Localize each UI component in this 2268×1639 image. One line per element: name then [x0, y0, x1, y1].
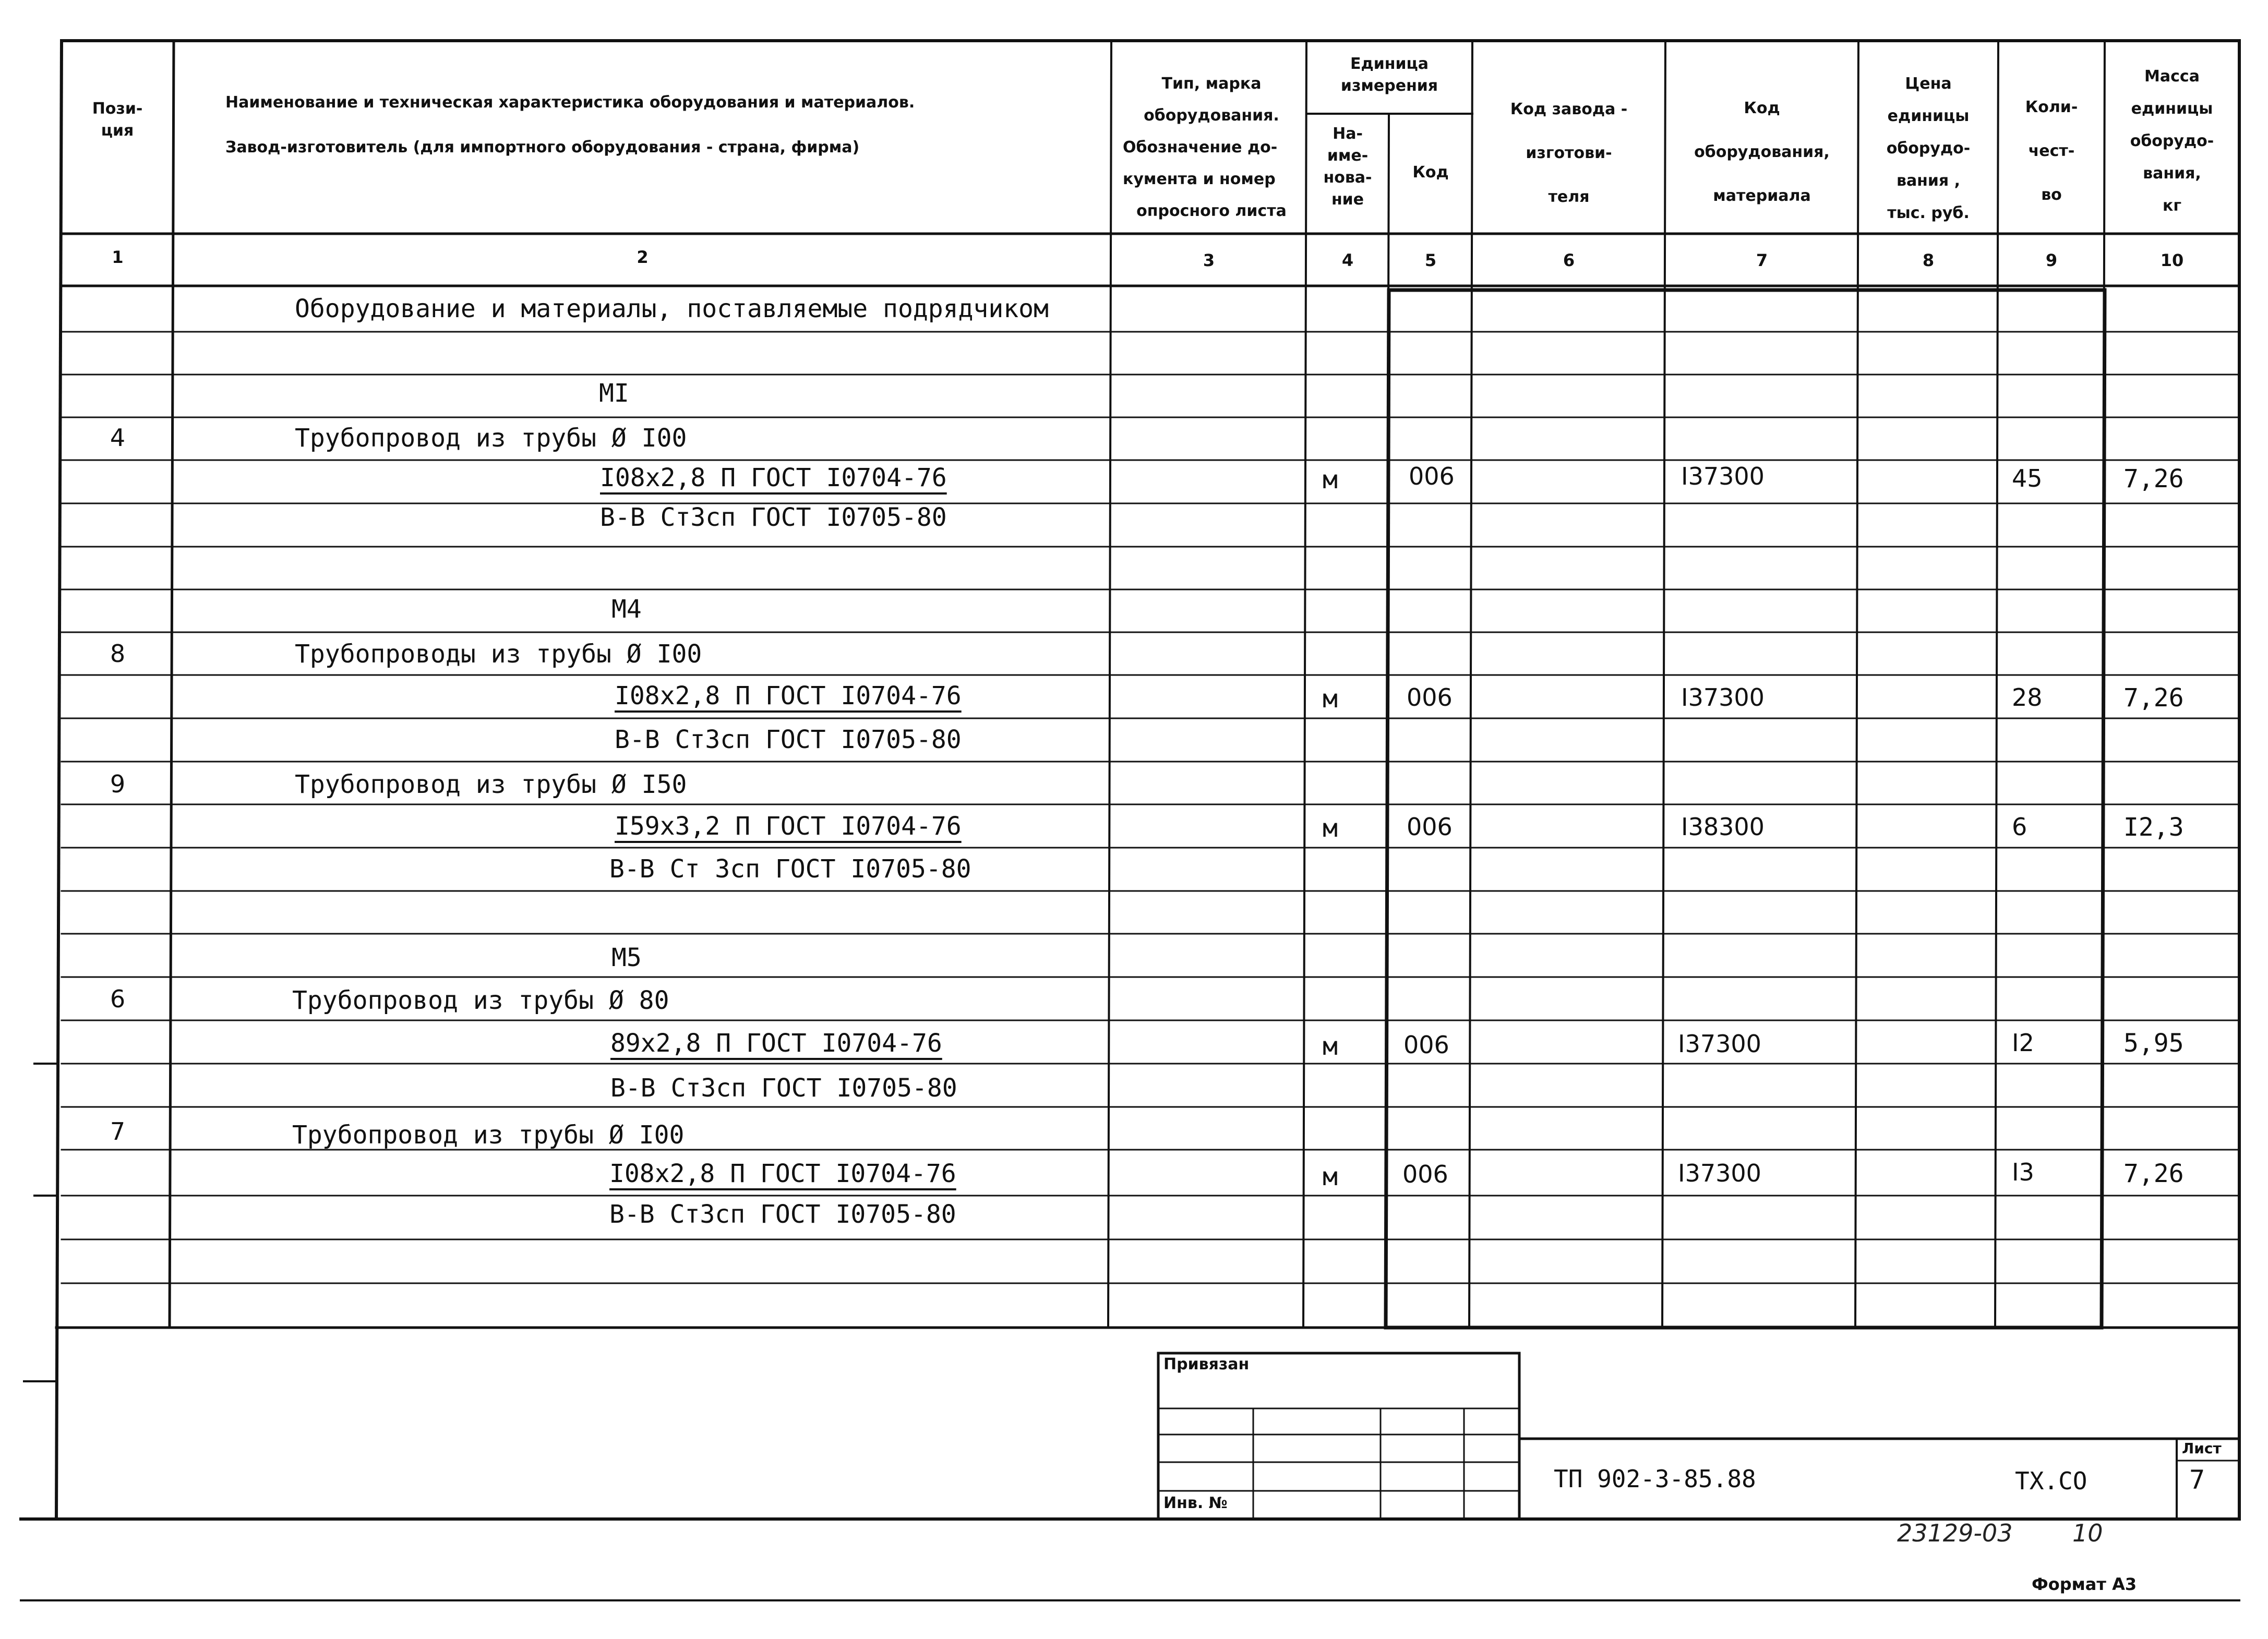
column-number-6: 6 — [1563, 250, 1575, 270]
row-quantity: 45 — [2012, 464, 2043, 492]
row-mass: 7,26 — [2123, 1159, 2184, 1188]
header-unit-name: На- име- нова- ние — [1323, 125, 1372, 209]
stamp-sheet-label: Лист — [2182, 1440, 2222, 1457]
row-pipe-spec: 89x2,8 П ГОСТ I0704-76 — [610, 1029, 942, 1058]
header-quantity: Коли- чест- во — [2025, 98, 2078, 204]
stamp-inventory-label: Инв. № — [1163, 1494, 1228, 1512]
row-mass: 5,95 — [2123, 1029, 2184, 1058]
group-label-m4: M4 — [611, 595, 642, 624]
row-position: 8 — [110, 640, 126, 668]
stamp-sheet-number: 7 — [2189, 1465, 2205, 1495]
row-position: 4 — [110, 424, 126, 452]
row-unit: м — [1323, 814, 1338, 843]
row-position: 7 — [110, 1117, 126, 1146]
column-number-9: 9 — [2045, 250, 2058, 270]
group-label-m1: MI — [599, 379, 629, 408]
column-number-5: 5 — [1424, 250, 1437, 270]
row-material-code: I37300 — [1681, 462, 1765, 490]
row-material-code: I37300 — [1681, 683, 1765, 712]
header-price: Цена единицы оборудо- вания , тыс. руб. — [1886, 75, 1971, 222]
stamp-privyazan-label: Привязан — [1163, 1355, 1250, 1373]
row-unit: м — [1323, 684, 1338, 714]
row-pipe-spec: I08x2,8 П ГОСТ I0704-76 — [600, 463, 947, 492]
stamp-document-code: ТП 902-3-85.88 — [1554, 1465, 1756, 1493]
row-steel-spec: В-В Ст 3сп ГОСТ I0705-80 — [609, 854, 971, 884]
row-position: 6 — [110, 985, 126, 1013]
column-number-8: 8 — [1922, 250, 1935, 270]
section-title: Оборудование и материалы, поставляемые подрядчиком — [295, 294, 1049, 323]
row-mass: 7,26 — [2123, 683, 2184, 713]
row-quantity: 6 — [2012, 813, 2027, 841]
row-unit-code: 006 — [1409, 462, 1455, 490]
row-name: Трубопроводы из трубы Ø I00 — [295, 640, 702, 669]
format-label: Формат А3 — [2032, 1574, 2137, 1594]
stamp-mark: ТХ.СО — [2015, 1467, 2087, 1495]
row-unit-code: 006 — [1403, 1031, 1449, 1059]
row-quantity: 28 — [2012, 683, 2043, 712]
row-steel-spec: В-В Ст3сп ГОСТ I0705-80 — [610, 1074, 957, 1103]
row-unit: м — [1323, 1032, 1338, 1061]
column-number-3: 3 — [1203, 250, 1215, 270]
header-factory-code: Код завода - изготови- теля — [1510, 100, 1628, 206]
header-mass: Масса единицы оборудо- вания, кг — [2130, 67, 2214, 215]
row-material-code: I38300 — [1681, 813, 1765, 841]
row-unit-code: 006 — [1407, 813, 1453, 841]
row-pipe-spec: I08x2,8 П ГОСТ I0704-76 — [609, 1159, 956, 1188]
header-unit-group: Единица измерения — [1340, 55, 1438, 95]
header-name: Наименование и техническая характеристика оборудования и материалов. Завод-изготовитель (для импортного оборудования - страна, фирма) — [225, 93, 915, 156]
row-name: Трубопровод из трубы Ø I50 — [295, 770, 687, 799]
row-steel-spec: В-В Ст3сп ГОСТ I0705-80 — [615, 725, 962, 754]
row-unit-code: 006 — [1402, 1160, 1448, 1188]
group-label-m5: M5 — [611, 943, 642, 972]
row-unit: м — [1323, 465, 1338, 495]
row-position: 9 — [110, 770, 126, 798]
row-name: Трубопровод из трубы Ø I00 — [295, 424, 687, 453]
row-material-code: I37300 — [1678, 1030, 1761, 1058]
row-pipe-spec: I08x2,8 П ГОСТ I0704-76 — [615, 681, 962, 710]
row-steel-spec: В-В Ст3сп ГОСТ I0705-80 — [600, 503, 947, 532]
row-unit-code: 006 — [1407, 683, 1453, 712]
column-number-1: 1 — [112, 247, 124, 267]
row-quantity: I3 — [2012, 1158, 2034, 1186]
page-number: 10 — [2072, 1519, 2103, 1547]
row-material-code: I37300 — [1678, 1159, 1761, 1187]
header-position: Пози- ция — [92, 100, 143, 140]
header-unit-code: Код — [1412, 163, 1449, 182]
row-name: Трубопровод из трубы Ø I00 — [292, 1120, 685, 1150]
row-unit: м — [1323, 1162, 1338, 1191]
row-mass: 7,26 — [2123, 464, 2184, 493]
column-number-2: 2 — [637, 247, 649, 267]
column-number-7: 7 — [1756, 250, 1768, 270]
row-name: Трубопровод из трубы Ø 80 — [292, 986, 669, 1015]
handwritten-number: 23129-03 — [1897, 1519, 2013, 1547]
header-type: Тип, марка оборудования. Обозначение до- кумента и номер опросного листа — [1123, 75, 1287, 220]
row-quantity: I2 — [2012, 1029, 2034, 1057]
header-material-code: Код оборудования, материала — [1694, 99, 1830, 205]
column-number-10: 10 — [2160, 250, 2184, 270]
row-pipe-spec: I59x3,2 П ГОСТ I0704-76 — [615, 812, 962, 841]
column-number-4: 4 — [1341, 250, 1354, 270]
row-mass: I2,3 — [2123, 813, 2184, 842]
row-steel-spec: В-В Ст3сп ГОСТ I0705-80 — [609, 1200, 956, 1229]
